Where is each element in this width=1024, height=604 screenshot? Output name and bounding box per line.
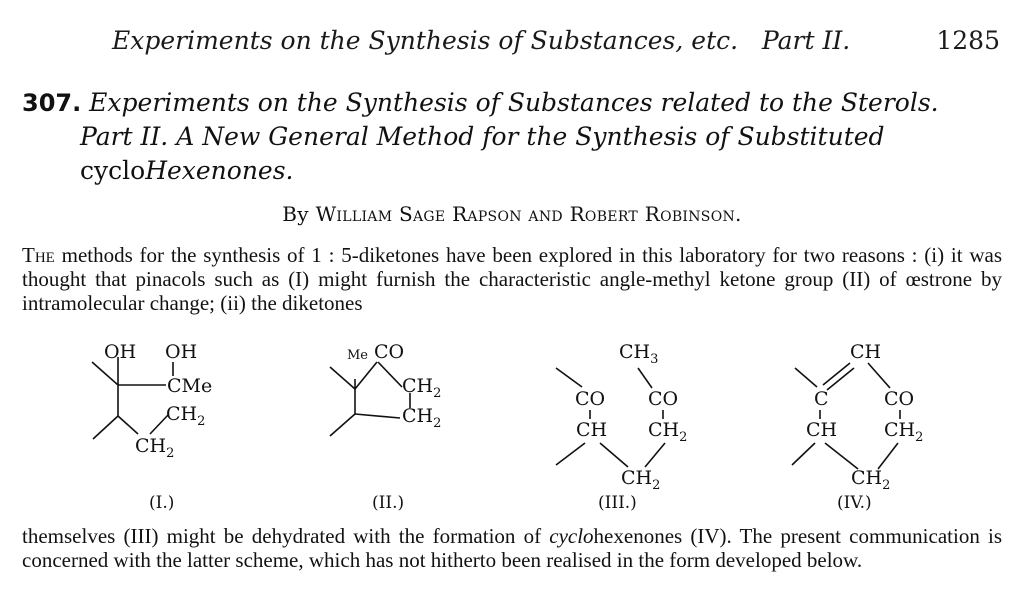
paragraph-lead-word: The	[22, 243, 55, 267]
paragraph-intro-text: methods for the synthesis of 1 : 5-diketones have been explored in this laboratory for two reasons : (i) it was thought that pinacols such as (I) might furnish the characteristic angle-methyl ketone group (II) of œstrone by intramolecular change; (ii) the diketones	[22, 243, 1002, 315]
structure-i-oh-left: OH	[104, 341, 137, 363]
svg-text:CH3	[619, 341, 658, 367]
article-heading	[22, 86, 1002, 188]
page-number: 1285	[936, 26, 1000, 55]
svg-text:CH2	[648, 419, 687, 445]
paragraph-intro	[22, 243, 1002, 315]
running-head-title: Experiments on the Synthesis of Substances, etc.	[112, 26, 739, 55]
structure-ii-sub-top: 2	[433, 386, 442, 401]
structure-ii-ch2-bottom: CH	[402, 405, 434, 427]
byline-by: By	[282, 202, 309, 226]
structure-ii-sub-bottom: 2	[433, 416, 442, 431]
structures-svg	[0, 332, 1024, 522]
structure-iii-ch2-right: CH	[648, 419, 680, 441]
running-head	[112, 26, 1000, 55]
structure-i-oh-right: OH	[165, 341, 198, 363]
structure-iii-co-right: CO	[648, 388, 679, 410]
structure-iii-ch3: CH	[619, 341, 651, 363]
structure-iv-caption: (IV.)	[837, 493, 872, 513]
structure-iii-ch2-bottom: CH	[621, 467, 653, 489]
structure-iv-sub-right: 2	[915, 430, 924, 445]
byline-authors: William Sage Rapson and Robert Robinson.	[315, 202, 742, 226]
article-title-cyclo: cyclo	[80, 156, 146, 185]
svg-text:CH2	[402, 405, 441, 431]
structure-i-ch2-bottom: CH	[135, 435, 167, 457]
structure-iii-sub3: 3	[650, 352, 659, 367]
structure-iv-co-right: CO	[884, 388, 915, 410]
structure-iii-co-left: CO	[575, 388, 606, 410]
structure-i-sub-right: 2	[197, 414, 206, 429]
structure-iii-ch-left: CH	[576, 419, 608, 441]
paragraph-continuation	[22, 524, 1002, 572]
structure-ii-ch2-top: CH	[402, 375, 434, 397]
paragraph-continuation-text-before: themselves (III) might be dehydrated with the formation of	[22, 524, 550, 548]
structure-i-ch2-right: CH	[166, 403, 198, 425]
structure-iii-sub-right: 2	[679, 430, 688, 445]
structure-iv-ch-left: CH	[806, 419, 838, 441]
structure-i-cme: CMe	[167, 375, 213, 397]
article-number: 307.	[22, 89, 82, 117]
chemical-structures-figure	[0, 332, 1024, 522]
structure-ii-co: CO	[374, 341, 405, 363]
svg-text:CH2	[135, 435, 174, 461]
svg-text:CH2	[166, 403, 205, 429]
structure-iv-ch-top: CH	[850, 341, 882, 363]
structure-iv-sub-bottom: 2	[882, 478, 891, 493]
article-title-line-2: Part II. A New General Method for the Synthesis of Substituted	[80, 122, 885, 151]
structure-i-caption: (I.)	[149, 493, 175, 513]
running-head-part: Part II.	[761, 26, 851, 55]
article-title-line-1: Experiments on the Synthesis of Substances related to the Sterols.	[89, 88, 939, 117]
svg-text:CH2	[884, 419, 923, 445]
structure-iv-ch2-bottom: CH	[851, 467, 883, 489]
svg-text:CH2	[402, 375, 441, 401]
structure-i-sub-bottom: 2	[166, 446, 175, 461]
structure-ii-me: Me	[347, 348, 369, 363]
svg-text:CH2	[851, 467, 890, 493]
structure-iv-c-left: C	[814, 388, 829, 410]
structure-iv-ch2-right: CH	[884, 419, 916, 441]
structure-iii-caption: (III.)	[598, 493, 637, 513]
byline	[0, 202, 1024, 226]
paragraph-continuation-text-after: hexenones (IV). The present communication is concerned with the latter scheme, which has not hitherto been realised in the form developed below.	[22, 524, 1002, 572]
paragraph-continuation-italic: cyclo	[549, 524, 594, 548]
article-title-line-3: Hexenones.	[145, 156, 294, 185]
structure-ii-caption: (II.)	[372, 493, 405, 513]
svg-text:CH2	[621, 467, 660, 493]
structure-iii-sub-bottom: 2	[652, 478, 661, 493]
